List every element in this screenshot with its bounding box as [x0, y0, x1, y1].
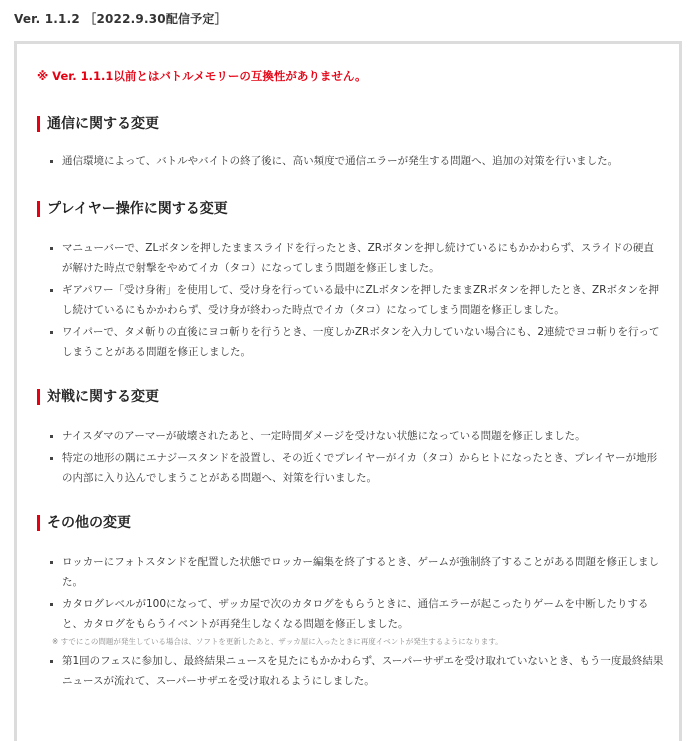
section-list-battle	[48, 426, 664, 490]
version-title: Ver. 1.1.2 ［2022.9.30配信予定］	[14, 12, 227, 26]
list-item: マニューバーで、ZLボタンを押したままスライドを行ったとき、ZRボタンを押し続けているにもかかわらず、スライドの硬直が解けた時点で射撃をやめてイカ（タコ）になってしまう問題を修正しました。	[48, 238, 664, 278]
list-item: ロッカーにフォトスタンドを配置した状態でロッカー編集を終了するとき、ゲームが強制終了することがある問題を修正しました。	[48, 552, 664, 592]
section-heading-other: その他の変更	[37, 514, 131, 532]
list-item: ナイスダマのアーマーが破壊されたあと、一定時間ダメージを受けない状態になっている問題を修正しました。	[48, 426, 664, 446]
section-heading-player-controls: プレイヤー操作に関する変更	[37, 200, 228, 218]
section-list-other	[48, 552, 664, 693]
list-item: カタログレベルが100になって、ザッカ屋で次のカタログをもらうときに、通信エラーが起こったりゲームを中断したりすると、カタログをもらうイベントが再発生しなくなる問題を修正しました。	[48, 594, 664, 634]
section-list-network	[48, 151, 664, 173]
list-item: 特定の地形の隅にエナジースタンドを設置し、その近くでプレイヤーがイカ（タコ）からヒトになったとき、プレイヤーが地形の内部に入り込んでしまうことがある問題へ、対策を行いました。	[48, 448, 664, 488]
list-item: ギアパワー「受け身術」を使用して、受け身を行っている最中にZLボタンを押したままZRボタンを押したとき、ZRボタンを押し続けているにもかかわらず、受け身が終わった時点でイカ（タコ）になってしまう問題を修正しました。	[48, 280, 664, 320]
list-item: 第1回のフェスに参加し、最終結果ニュースを見たにもかかわらず、スーパーサザエを受け取れていないとき、もう一度最終結果ニュースが流れて、スーパーサザエを受け取れるようにしました。	[48, 651, 664, 691]
list-item: 通信環境によって、バトルやバイトの終了後に、高い頻度で通信エラーが発生する問題へ、追加の対策を行いました。	[48, 151, 664, 171]
section-list-player-controls	[48, 238, 664, 364]
section-heading-battle: 対戦に関する変更	[37, 388, 159, 406]
footnote: ※ すでにこの問題が発生している場合は、ソフトを更新したあと、ザッカ屋に入ったときに再度イベントが発生するようになります。	[52, 637, 503, 646]
list-item: ワイパーで、タメ斬りの直後にヨコ斬りを行うとき、一度しかZRボタンを入力していない場合にも、2連続でヨコ斬りを行ってしまうことがある問題を修正しました。	[48, 322, 664, 362]
section-heading-network: 通信に関する変更	[37, 115, 159, 133]
compatibility-notice: ※ Ver. 1.1.1以前とはバトルメモリーの互換性がありません。	[37, 69, 367, 83]
